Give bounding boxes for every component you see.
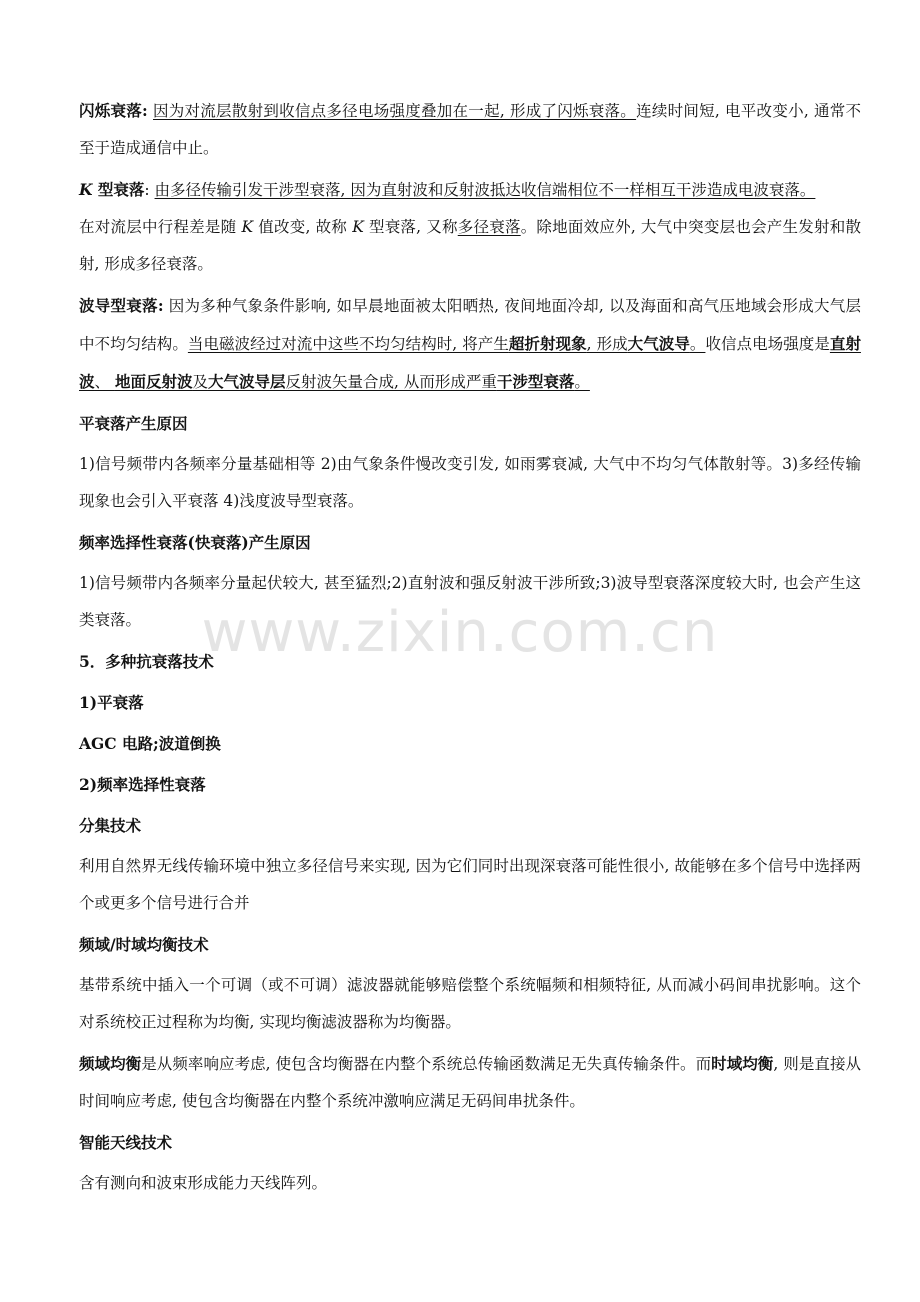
- term-time-equalization: 时域均衡: [711, 1054, 774, 1073]
- paragraph-duct-fading: 波导型衰落: 因为多种气象条件影响, 如早晨地面被太阳晒热, 夜间地面冷却, 以及海面和高气压地域会形成大气层中不均匀结构。当电磁波经过对流中这些不均匀结构时, 将产生超折射现象, 形成大气波导。收信点电场强度是直射波、 地面反射波及大气波导层反射波矢量合成, 从而形成严重干涉型衰落。: [79, 296, 861, 391]
- heading-agc: AGC 电路;波道倒换: [79, 734, 221, 753]
- underlined-text: 由多径传输引发干涉型衰落, 因为直射波和反射波抵达收信端相位不一样相互干涉造成电波衰落。: [154, 181, 816, 199]
- heading-flat-fading: 1)平衰落: [79, 693, 144, 712]
- heading-selective-fading-cause: 频率选择性衰落(快衰落)产生原因: [79, 533, 311, 552]
- document-page: [79, 92, 861, 1206]
- heading-selective-fading: 2)频率选择性衰落: [79, 775, 206, 794]
- heading-smart-antenna: 智能天线技术: [79, 1133, 173, 1152]
- term-flicker-fading: 闪烁衰落:: [79, 101, 148, 120]
- paragraph-k-fading: K 型衰落: 由多径传输引发干涉型衰落, 因为直射波和反射波抵达收信端相位不一样相互干涉造成电波衰落。 在对流层中行程差是随 K 值改变, 故称 K 型衰落, 又称多径衰落。除地面效应外, 大气中突变层也会产生发射和散射, 形成多径衰落。: [79, 180, 861, 273]
- paragraph-smart-antenna: 含有测向和波束形成能力天线阵列。: [79, 1174, 328, 1192]
- watermark: www.zixin.com.cn: [201, 600, 719, 665]
- heading-flat-fading-cause: 平衰落产生原因: [79, 414, 188, 433]
- underlined-text: 因为对流层散射到收信点多径电场强度叠加在一起, 形成了闪烁衰落。: [153, 102, 637, 120]
- heading-equalization: 频域/时域均衡技术: [79, 935, 209, 954]
- term-frequency-equalization: 频域均衡: [79, 1054, 142, 1073]
- term-multipath-fading: 多径衰落: [457, 218, 521, 236]
- paragraph-flicker-fading: 闪烁衰落: 因为对流层散射到收信点多径电场强度叠加在一起, 形成了闪烁衰落。连续时间短, 电平改变小, 通常不至于造成通信中止。: [79, 101, 861, 157]
- term-duct-fading: 波导型衰落:: [79, 296, 164, 315]
- paragraph-flat-fading-cause: 1)信号频带内各频率分量基础相等 2)由气象条件慢改变引发, 如雨雾衰减, 大气中不均匀气体散射等。3)多经传输现象也会引入平衰落 4)浅度波导型衰落。: [79, 455, 861, 510]
- term-k-fading: 型衰落: [92, 180, 145, 199]
- paragraph-equalization: 基带系统中插入一个可调（或不可调）滤波器就能够赔偿整个系统幅频和相频特征, 从而减小码间串扰影响。这个对系统校正过程称为均衡, 实现均衡滤波器称为均衡器。: [79, 976, 861, 1031]
- heading-anti-fading: 5．多种抗衰落技术: [79, 652, 214, 671]
- paragraph-equalization-types: 频域均衡是从频率响应考虑, 使包含均衡器在内整个系统总传输函数满足无失真传输条件。而时域均衡, 则是直接从时间响应考虑, 使包含均衡器在内整个系统冲激响应满足无码间串扰条件。: [79, 1054, 862, 1110]
- paragraph-selective-fading-cause: 1)信号频带内各频率分量起伏较大, 甚至猛烈;2)直射波和强反射波干涉所致;3)波导型衰落深度较大时, 也会产生这类衰落。: [79, 574, 861, 629]
- paragraph-diversity: 利用自然界无线传输环境中独立多径信号来实现, 因为它们同时出现深衰落可能性很小, 故能够在多个信号中选择两个或更多个信号进行合并: [79, 857, 861, 912]
- heading-diversity: 分集技术: [79, 816, 142, 835]
